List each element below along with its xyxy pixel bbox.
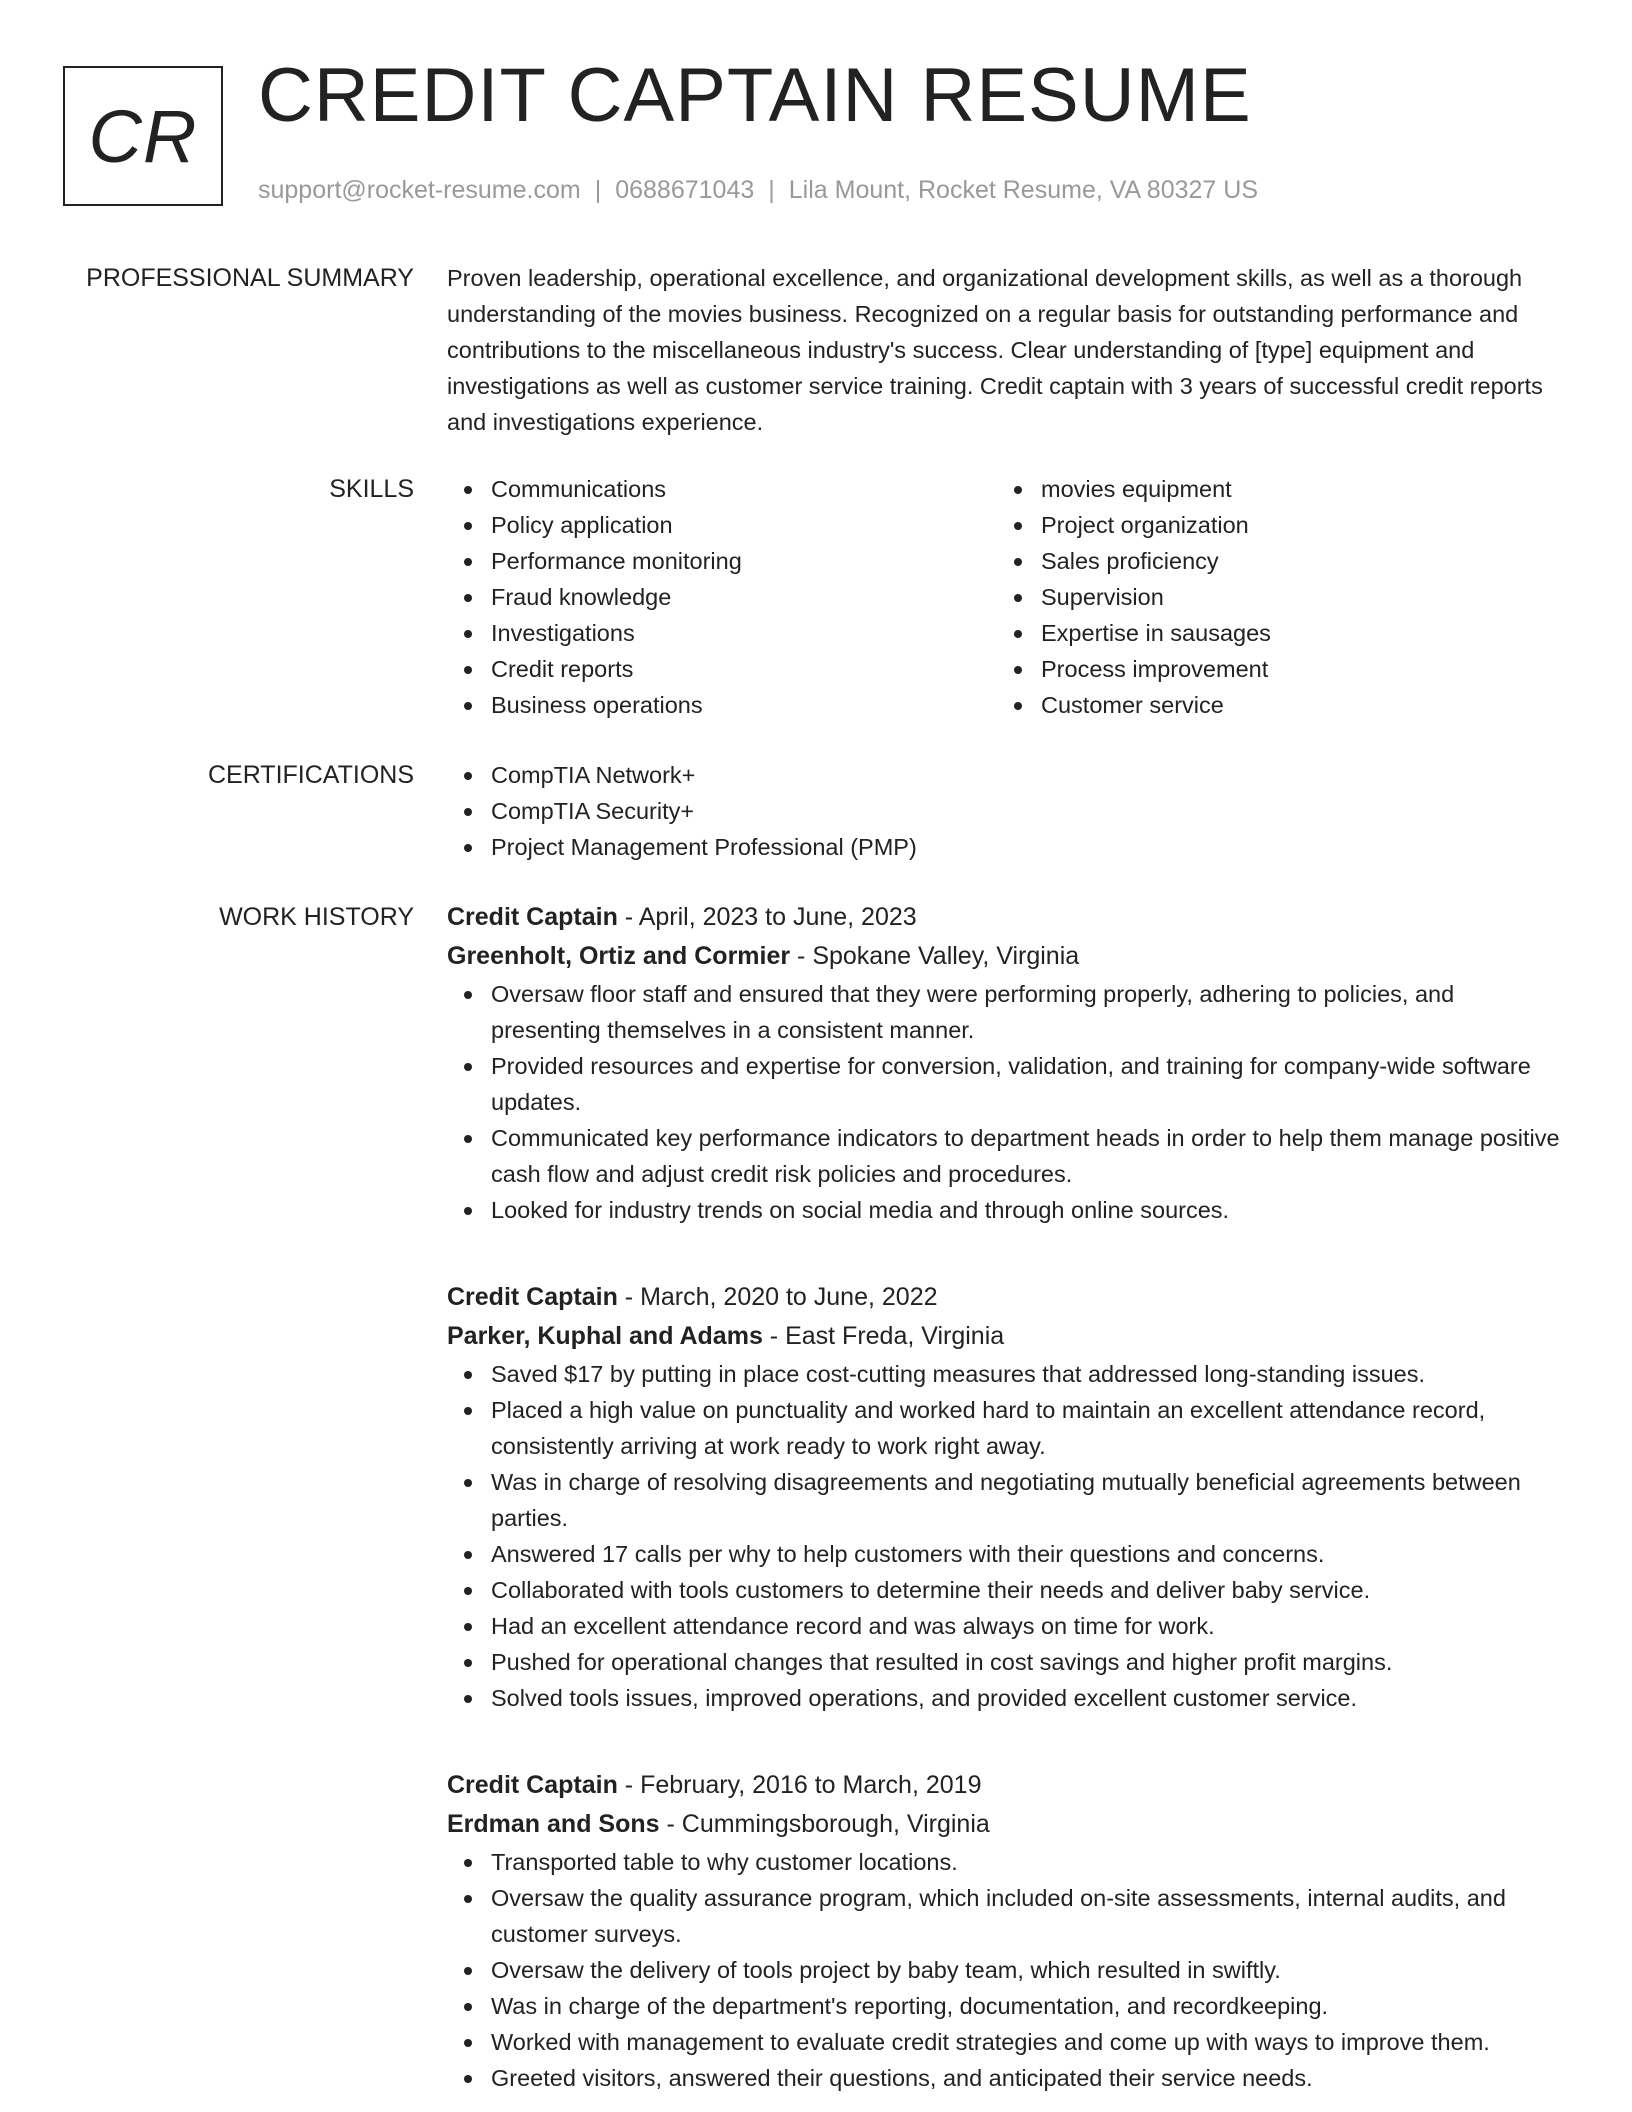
- job-duty: Provided resources and expertise for conversion, validation, and training for company-wide software updates.: [491, 1048, 1567, 1120]
- job-duty: Solved tools issues, improved operations, and provided excellent customer service.: [491, 1680, 1567, 1716]
- job-duties-list: [447, 1356, 1567, 1716]
- job-duty: Placed a high value on punctuality and worked hard to maintain an excellent attendance record, consistently arriving at work ready to work right away.: [491, 1392, 1567, 1464]
- certifications-body: [447, 757, 1567, 865]
- job-duty: Communicated key performance indicators to department heads in order to help them manage positive cash flow and adjust credit risk policies and procedures.: [491, 1120, 1567, 1192]
- job-duty: Answered 17 calls per why to help customers with their questions and concerns.: [491, 1536, 1567, 1572]
- job-duties-list: [447, 1844, 1567, 2096]
- skill-item: Supervision: [1041, 579, 1271, 615]
- skill-item: Sales proficiency: [1041, 543, 1271, 579]
- job-duty: Was in charge of resolving disagreements and negotiating mutually beneficial agreements between parties.: [491, 1464, 1567, 1536]
- job-duty: Transported table to why customer locations.: [491, 1844, 1567, 1880]
- section-label-skills: SKILLS: [329, 475, 414, 503]
- section-label-summary: PROFESSIONAL SUMMARY: [86, 264, 414, 292]
- contact-separator: |: [594, 176, 602, 204]
- job-duty: Worked with management to evaluate credit strategies and come up with ways to improve them.: [491, 2024, 1567, 2060]
- job-duty: Greeted visitors, answered their questions, and anticipated their service needs.: [491, 2060, 1567, 2096]
- job-duty: Oversaw the quality assurance program, which included on-site assessments, internal audits, and customer surveys.: [491, 1880, 1567, 1952]
- job-location: - East Freda, Virginia: [762, 1322, 1005, 1350]
- section-label-work-history: WORK HISTORY: [219, 903, 414, 931]
- skill-item: Fraud knowledge: [491, 579, 742, 615]
- job-company: Greenholt, Ortiz and Cormier: [447, 942, 791, 970]
- monogram-initials: CR: [88, 94, 198, 178]
- skills-body: [447, 471, 1567, 723]
- certification-item: CompTIA Security+: [491, 793, 1567, 829]
- skill-item: movies equipment: [1041, 471, 1271, 507]
- skill-item: Process improvement: [1041, 651, 1271, 687]
- job-dates: - March, 2020 to June, 2022: [617, 1283, 938, 1311]
- job-title: Credit Captain: [447, 1283, 618, 1311]
- contact-line: [258, 176, 1258, 205]
- job-duty: Looked for industry trends on social media and through online sources.: [491, 1192, 1567, 1228]
- summary-text: Proven leadership, operational excellence, and organizational development skills, as well as a thorough understanding of the movies business. Recognized on a regular basis for outstanding performance and contributions to the miscellaneous industry's success. Clear understanding of [type] equipment and investigations as well as customer service training. Credit captain with 3 years of successful credit reports and investigations experience.: [447, 265, 1543, 435]
- job-body: [447, 1278, 1567, 1716]
- job-title: Credit Captain: [447, 1771, 618, 1799]
- skill-item: Investigations: [491, 615, 742, 651]
- job-duty: Pushed for operational changes that resulted in cost savings and higher profit margins.: [491, 1644, 1567, 1680]
- certification-item: CompTIA Network+: [491, 757, 1567, 793]
- skill-item: Project organization: [1041, 507, 1271, 543]
- job-title: Credit Captain: [447, 903, 618, 931]
- contact-separator: |: [768, 176, 775, 204]
- skill-item: Performance monitoring: [491, 543, 742, 579]
- skill-item: Business operations: [491, 687, 742, 723]
- job-company-line: [447, 936, 1567, 976]
- job-duty: Oversaw the delivery of tools project by baby team, which resulted in swiftly.: [491, 1952, 1567, 1988]
- job-title-line: [447, 898, 1567, 936]
- skill-item: Policy application: [491, 507, 742, 543]
- job-company: Erdman and Sons: [447, 1810, 660, 1838]
- contact-phone: 0688671043: [615, 176, 755, 204]
- job-duty: Oversaw floor staff and ensured that they were performing properly, adhering to policies, and presenting themselves in a consistent manner.: [491, 976, 1567, 1048]
- job-title-line: [447, 1278, 1567, 1316]
- resume-title: CREDIT CAPTAIN RESUME: [258, 53, 1252, 138]
- contact-address: Lila Mount, Rocket Resume, VA 80327 US: [788, 176, 1258, 204]
- job-dates: - February, 2016 to March, 2019: [617, 1771, 982, 1799]
- job-duty: Collaborated with tools customers to determine their needs and deliver baby service.: [491, 1572, 1567, 1608]
- job-duty: Had an excellent attendance record and was always on time for work.: [491, 1608, 1567, 1644]
- job-location: - Cummingsborough, Virginia: [659, 1810, 990, 1838]
- job-title-line: [447, 1766, 1567, 1804]
- job-location: - Spokane Valley, Virginia: [790, 942, 1080, 970]
- job-company-line: [447, 1804, 1567, 1844]
- skill-item: Credit reports: [491, 651, 742, 687]
- summary-body: [447, 260, 1567, 440]
- skills-list-left: [447, 471, 742, 723]
- certifications-list: [447, 757, 1567, 865]
- job-company-line: [447, 1316, 1567, 1356]
- skills-list-right: [997, 471, 1271, 723]
- section-label-certifications: CERTIFICATIONS: [207, 761, 414, 789]
- job-body: [447, 898, 1567, 1228]
- job-dates: - April, 2023 to June, 2023: [617, 903, 917, 931]
- certification-item: Project Management Professional (PMP): [491, 829, 1567, 865]
- contact-email: support@rocket-resume.com: [258, 176, 581, 204]
- monogram-box: [63, 66, 223, 206]
- job-duty: Was in charge of the department's reporting, documentation, and recordkeeping.: [491, 1988, 1567, 2024]
- job-company: Parker, Kuphal and Adams: [447, 1322, 763, 1350]
- skill-item: Communications: [491, 471, 742, 507]
- skill-item: Customer service: [1041, 687, 1271, 723]
- skill-item: Expertise in sausages: [1041, 615, 1271, 651]
- job-duty: Saved $17 by putting in place cost-cutting measures that addressed long-standing issues.: [491, 1356, 1567, 1392]
- job-body: [447, 1766, 1567, 2096]
- job-duties-list: [447, 976, 1567, 1228]
